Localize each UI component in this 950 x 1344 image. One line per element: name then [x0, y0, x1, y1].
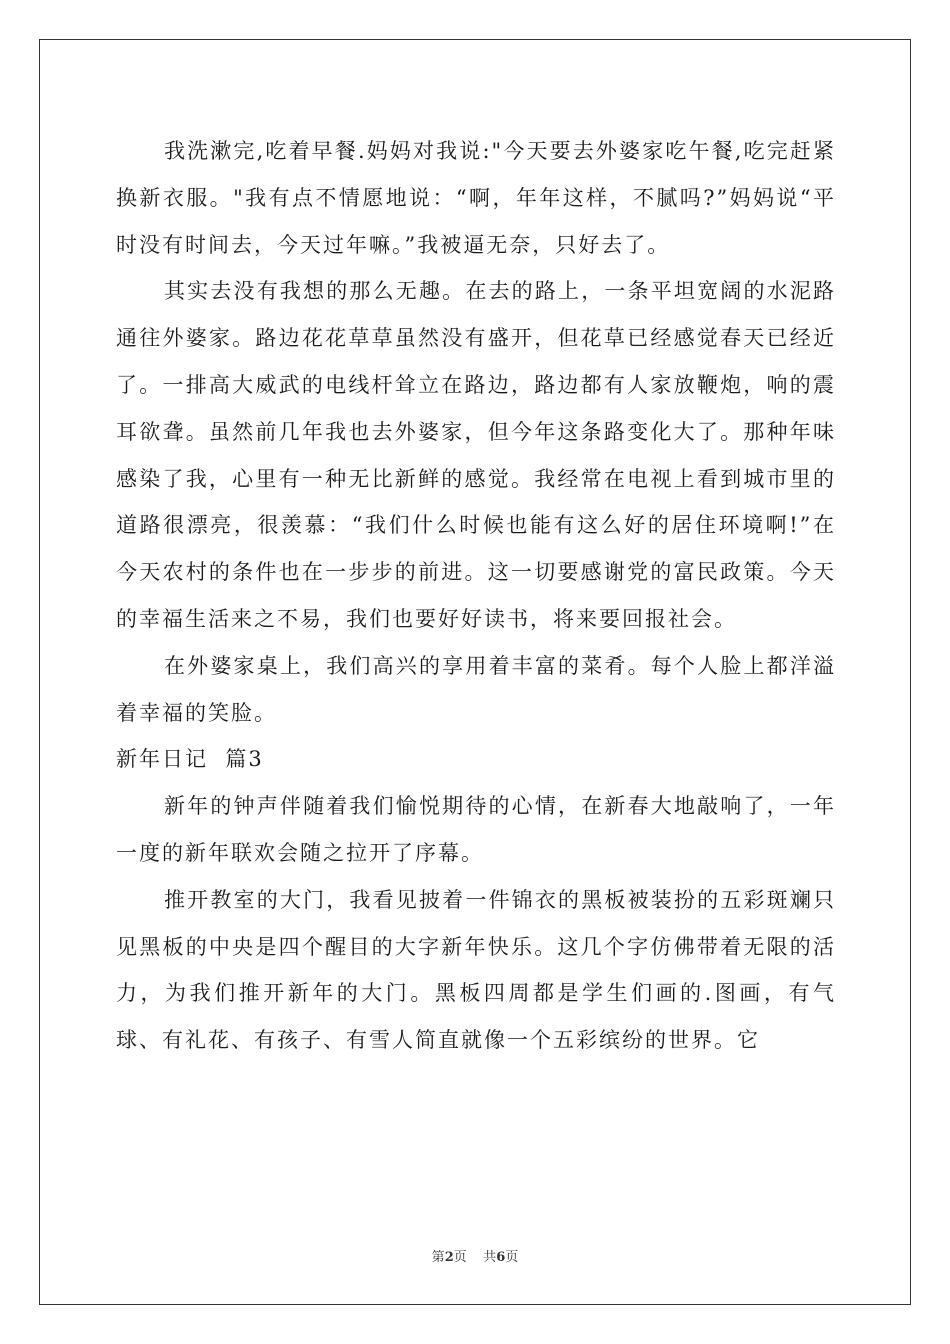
paragraph-5: 推开教室的大门，我看见披着一件锦衣的黑板被装扮的五彩斑斓只见黑板的中央是四个醒目的大字新年快乐。这几个字仿佛带着无限的活力，为我们推开新年的大门。黑板四周都是学生们画的.图画，有气球、有礼花、有孩子、有雪人简直就像一个五彩缤纷的世界。它	[116, 887, 836, 1053]
total-page-number: 6	[496, 1250, 506, 1265]
footer-mid: 页 共	[453, 1250, 497, 1265]
section-heading: 新年日记 篇3	[116, 747, 264, 772]
paragraph-2: 其实去没有我想的那么无趣。在去的路上，一条平坦宽阔的水泥路通往外婆家。路边花花草草虽然没有盛开，但花草已经感觉春天已经近了。一排高大威武的电线杆耸立在路边，路边都有人家放鞭炮，响的震耳欲聋。虽然前几年我也去外婆家，但今年这条路变化大了。那种年味感染了我，心里有一种无比新鲜的感觉。我经常在电视上看到城市里的道路很漂亮，很羡慕：“我们什么时候也能有这么好的居住环境啊!”在今天农村的条件也在一步步的前进。这一切要感谢党的富民政策。今天的幸福生活来之不易，我们也要好好读书，将来要回报社会。	[116, 279, 836, 631]
page-footer	[0, 1246, 950, 1265]
footer-prefix: 第	[431, 1250, 445, 1265]
document-body	[116, 128, 836, 1064]
footer-suffix: 页	[505, 1250, 519, 1265]
paragraph-3: 在外婆家桌上，我们高兴的享用着丰富的菜肴。每个人脸上都洋溢着幸福的笑脸。	[116, 653, 836, 725]
paragraph-4: 新年的钟声伴随着我们愉悦期待的心情，在新春大地敲响了，一年一度的新年联欢会随之拉开了序幕。	[116, 794, 836, 865]
current-page-number: 2	[444, 1250, 454, 1265]
paragraph-1: 我洗漱完,吃着早餐.妈妈对我说:"今天要去外婆家吃午餐,吃完赶紧换新衣服。"我有点不情愿地说：“啊，年年这样，不腻吗?”妈妈说“平时没有时间去，今天过年嘛。”我被逼无奈，只好去了。	[116, 139, 836, 257]
